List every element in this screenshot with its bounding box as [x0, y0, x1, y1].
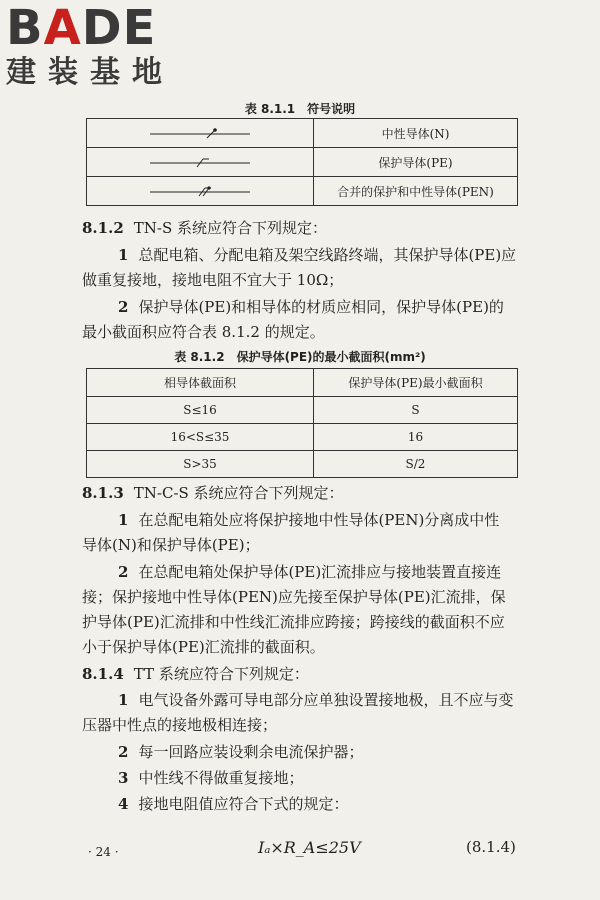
table-cell: 保护导体(PE)	[314, 148, 518, 177]
paragraph: 护导体(PE)汇流排和中性线汇流排应跨接；跨接线的截面积不应	[82, 613, 505, 631]
table-row	[87, 148, 518, 177]
formula-8-1-4: Iₐ×R_A≤25V	[258, 838, 361, 857]
paragraph: 2 每一回路应装设剩余电流保护器；	[118, 743, 364, 761]
table-header-cell: 保护导体(PE)最小截面积	[314, 369, 518, 397]
paragraph: 1 总配电箱、分配电箱及架空线路终端，其保护导体(PE)应	[118, 246, 517, 264]
table2-caption: 表 8.1.2 保护导体(PE)的最小截面积(mm²)	[174, 350, 426, 364]
logo-wordmark: BADE	[6, 0, 157, 56]
table-cell: 中性导体(N)	[314, 119, 518, 148]
pen-conductor-symbol	[87, 177, 314, 206]
table-cell: S≤16	[87, 397, 314, 424]
paragraph: 2 在总配电箱处保护导体(PE)汇流排应与接地装置直接连	[118, 563, 502, 581]
paragraph: 1 电气设备外露可导电部分应单独设置接地极，且不应与变	[118, 691, 514, 709]
paragraph: 4 接地电阻值应符合下式的规定：	[118, 795, 349, 813]
paragraph: 最小截面积应符合表 8.1.2 的规定。	[82, 323, 325, 341]
logo-subtitle: 建装基地	[6, 55, 174, 90]
neutral-conductor-symbol	[87, 119, 314, 148]
table-row	[87, 119, 518, 148]
section-8-1-4-heading: 8.1.4 TT 系统应符合下列规定：	[82, 665, 309, 683]
section-8-1-3-heading: 8.1.3 TN-C-S 系统应符合下列规定：	[82, 484, 344, 502]
table-row	[87, 397, 518, 424]
pe-cross-section-table	[86, 368, 518, 478]
paragraph: 接；保护接地中性导体(PEN)应先接至保护导体(PE)汇流排，保	[82, 588, 506, 606]
protective-conductor-symbol	[87, 148, 314, 177]
section-8-1-2-heading: 8.1.2 TN-S 系统应符合下列规定：	[82, 219, 328, 237]
table-header-row	[87, 369, 518, 397]
table-row	[87, 424, 518, 451]
table-cell: S>35	[87, 451, 314, 478]
paragraph: 导体(N)和保护导体(PE)；	[82, 536, 260, 554]
table-header-cell: 相导体截面积	[87, 369, 314, 397]
paragraph: 2 保护导体(PE)和相导体的材质应相同，保护导体(PE)的	[118, 298, 504, 316]
table-cell: S/2	[314, 451, 518, 478]
table-cell: 16<S≤35	[87, 424, 314, 451]
symbol-table	[86, 118, 518, 206]
table-cell: S	[314, 397, 518, 424]
table-row	[87, 451, 518, 478]
page-number: · 24 ·	[88, 845, 119, 859]
table-cell: 合并的保护和中性导体(PEN)	[314, 177, 518, 206]
table-cell: 16	[314, 424, 518, 451]
table1-caption: 表 8.1.1 符号说明	[244, 102, 356, 116]
paragraph: 1 在总配电箱处应将保护接地中性导体(PEN)分离成中性	[118, 511, 500, 529]
paragraph: 3 中性线不得做重复接地；	[118, 769, 304, 787]
bade-logo	[6, 0, 174, 90]
paragraph: 做重复接地，接地电阻不宜大于 10Ω；	[82, 271, 344, 289]
paragraph: 压器中性点的接地极相连接；	[82, 716, 278, 734]
paragraph: 小于保护导体(PE)汇流排的截面积。	[82, 638, 325, 656]
formula-number: (8.1.4)	[466, 838, 516, 856]
table-row	[87, 177, 518, 206]
